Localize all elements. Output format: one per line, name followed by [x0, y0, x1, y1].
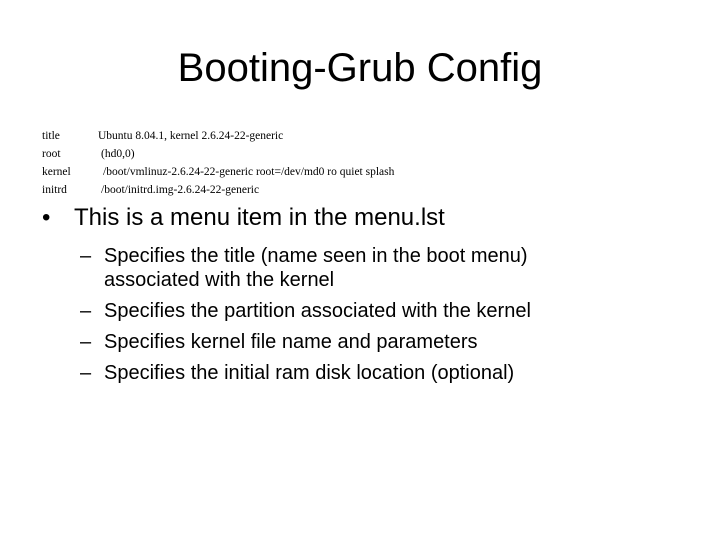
sub-bullet-text: Specifies the initial ram disk location (optional) [104, 362, 515, 384]
bullet-marker: • [42, 204, 51, 231]
sub-bullet [80, 299, 700, 323]
sub-bullet-text: Specifies the partition associated with the kernel [104, 300, 531, 322]
dash-marker: – [80, 331, 92, 353]
config-key: title [42, 130, 60, 142]
sub-bullet [80, 361, 700, 385]
main-bullet [42, 203, 445, 233]
sub-bullet-text: Specifies kernel file name and parameters [104, 331, 478, 353]
grub-config-block [42, 127, 394, 199]
sub-bullet-text: Specifies the title (name seen in the boot menu) associated with the kernel [104, 245, 528, 291]
main-bullet-text: This is a menu item in the menu.lst [74, 204, 445, 231]
dash-marker: – [80, 245, 92, 267]
config-key: initrd [42, 184, 67, 196]
slide-title: Booting-Grub Config [177, 46, 543, 90]
config-value: Ubuntu 8.04.1, kernel 2.6.24-22-generic [98, 130, 284, 142]
config-row-root [42, 145, 394, 163]
config-row-kernel [42, 163, 394, 181]
dash-marker: – [80, 362, 92, 384]
config-value: /boot/initrd.img-2.6.24-22-generic [101, 184, 260, 196]
sub-bullet-list [80, 244, 700, 392]
config-key: kernel [42, 166, 71, 178]
config-row-title [42, 127, 394, 145]
dash-marker: – [80, 300, 92, 322]
config-value: /boot/vmlinuz-2.6.24-22-generic root=/dev/md0 ro quiet splash [103, 166, 395, 178]
sub-bullet [80, 244, 700, 292]
sub-bullet [80, 330, 700, 354]
config-value: (hd0,0) [101, 148, 135, 160]
config-row-initrd [42, 181, 394, 199]
config-key: root [42, 148, 61, 160]
